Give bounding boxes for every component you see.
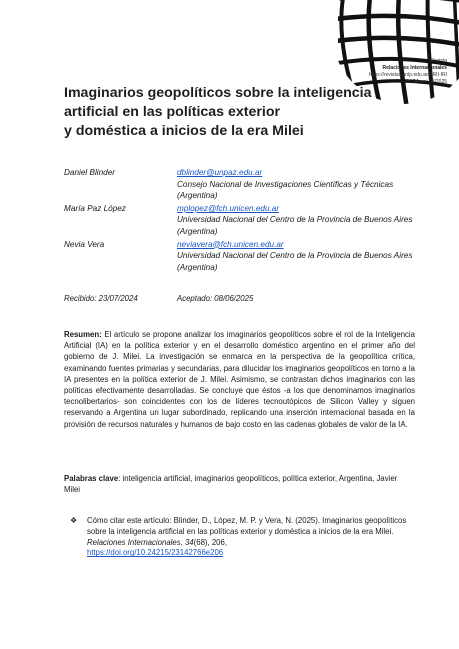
keywords-text: : inteligencia artificial, imaginarios geopolíticos, política exterior, Argentina, Javier Milei: [64, 474, 398, 495]
citation-text: Cómo citar este artículo: Blinder, D., López, M. P. y Vera, N. (2025). Imaginarios geopolíticos sobre la inteligencia artificial en las políticas exterior y doméstica a inicios de la era Milei.: [87, 516, 407, 536]
title-line-3: y doméstica a inicios de la era Milei: [64, 122, 304, 139]
author-row: [64, 203, 424, 238]
journal-volume: Vol 34 - nº 68/2025: [404, 79, 447, 85]
citation-volume: , 34: [180, 537, 194, 547]
diamond-bullet-icon: ❖: [70, 516, 78, 525]
author-email-link[interactable]: dblinder@unpaz.edu.ar: [177, 168, 263, 177]
citation-journal: Relaciones Internacionales: [87, 537, 181, 547]
citation-text-wrap: [87, 516, 410, 559]
citation-issue: (68), 206,: [193, 537, 228, 547]
title-line-1: Imaginarios geopolíticos sobre la inteligencia: [64, 85, 372, 101]
journal-url[interactable]: https://revistas.unlp.edu.ar/RRII-IRI: [368, 72, 447, 78]
author-affiliation: Consejo Nacional de Investigaciones Científicas y Técnicas (Argentina): [177, 179, 394, 201]
journal-name: Relaciones Internacionales: [382, 65, 447, 71]
author-affiliation: Universidad Nacional del Centro de la Provincia de Buenos Aires (Argentina): [177, 251, 413, 272]
accepted-date: Aceptado: 08/06/2025: [177, 294, 254, 303]
title-line-2: artificial en las políticas exterior: [64, 103, 281, 120]
author-name: María Paz López: [64, 203, 126, 213]
abstract-label: Resumen:: [64, 330, 102, 339]
authors-list: [64, 167, 424, 274]
keywords: [64, 473, 415, 495]
article-title: [64, 84, 384, 140]
journal-label: Revista: [430, 58, 447, 64]
doi-link[interactable]: https://doi.org/10.24215/23142766e206: [87, 548, 224, 558]
journal-info: [337, 58, 447, 86]
abstract-text: El artículo se propone analizar los imaginarios geopolíticos sobre el rol de la Inteligencia Artificial (IA) en la política exterior y en el desarrollo doméstico argentino en el primer año del gobierno de J. Milei. La investigación se enmarca en la perspectiva de la geopolítica crítica, examinando fuentes primarias y secundarias, para dilucidar los imaginarios geopolíticos en torno a la IA presentes en la política exterior de J. Milei. Asimismo, se contrastan dichos imaginarios con las políticas efectivamente desarrolladas. Se concluye que éstos -a los que denominamos imaginarios tecnolibertarios- son coincidentes con los de líderes tecnoutópicos de Silicon Valley y siguen reservando a Argentina un lugar subordinado, replicando una inserción internacional basada en la provisión de recursos naturales y humanos de bajo costo en las cadenas globales de valor de la IA.: [64, 330, 416, 429]
received-date: Recibido: 23/07/2024: [64, 294, 138, 303]
abstract: [64, 329, 415, 430]
author-affiliation: Universidad Nacional del Centro de la Provincia de Buenos Aires (Argentina): [177, 215, 413, 236]
author-row: [64, 167, 424, 202]
author-email-link[interactable]: neviavera@fch.unicen.edu.ar: [177, 239, 284, 249]
author-name: Daniel Blinder: [64, 168, 115, 177]
author-email-link[interactable]: mplopez@fch.unicen.edu.ar: [177, 203, 280, 213]
author-name: Nevia Vera: [64, 239, 105, 249]
author-row: [64, 239, 424, 274]
keywords-label: Palabras clave: [64, 474, 119, 483]
citation-block: [70, 516, 410, 559]
article-dates: [64, 294, 424, 303]
